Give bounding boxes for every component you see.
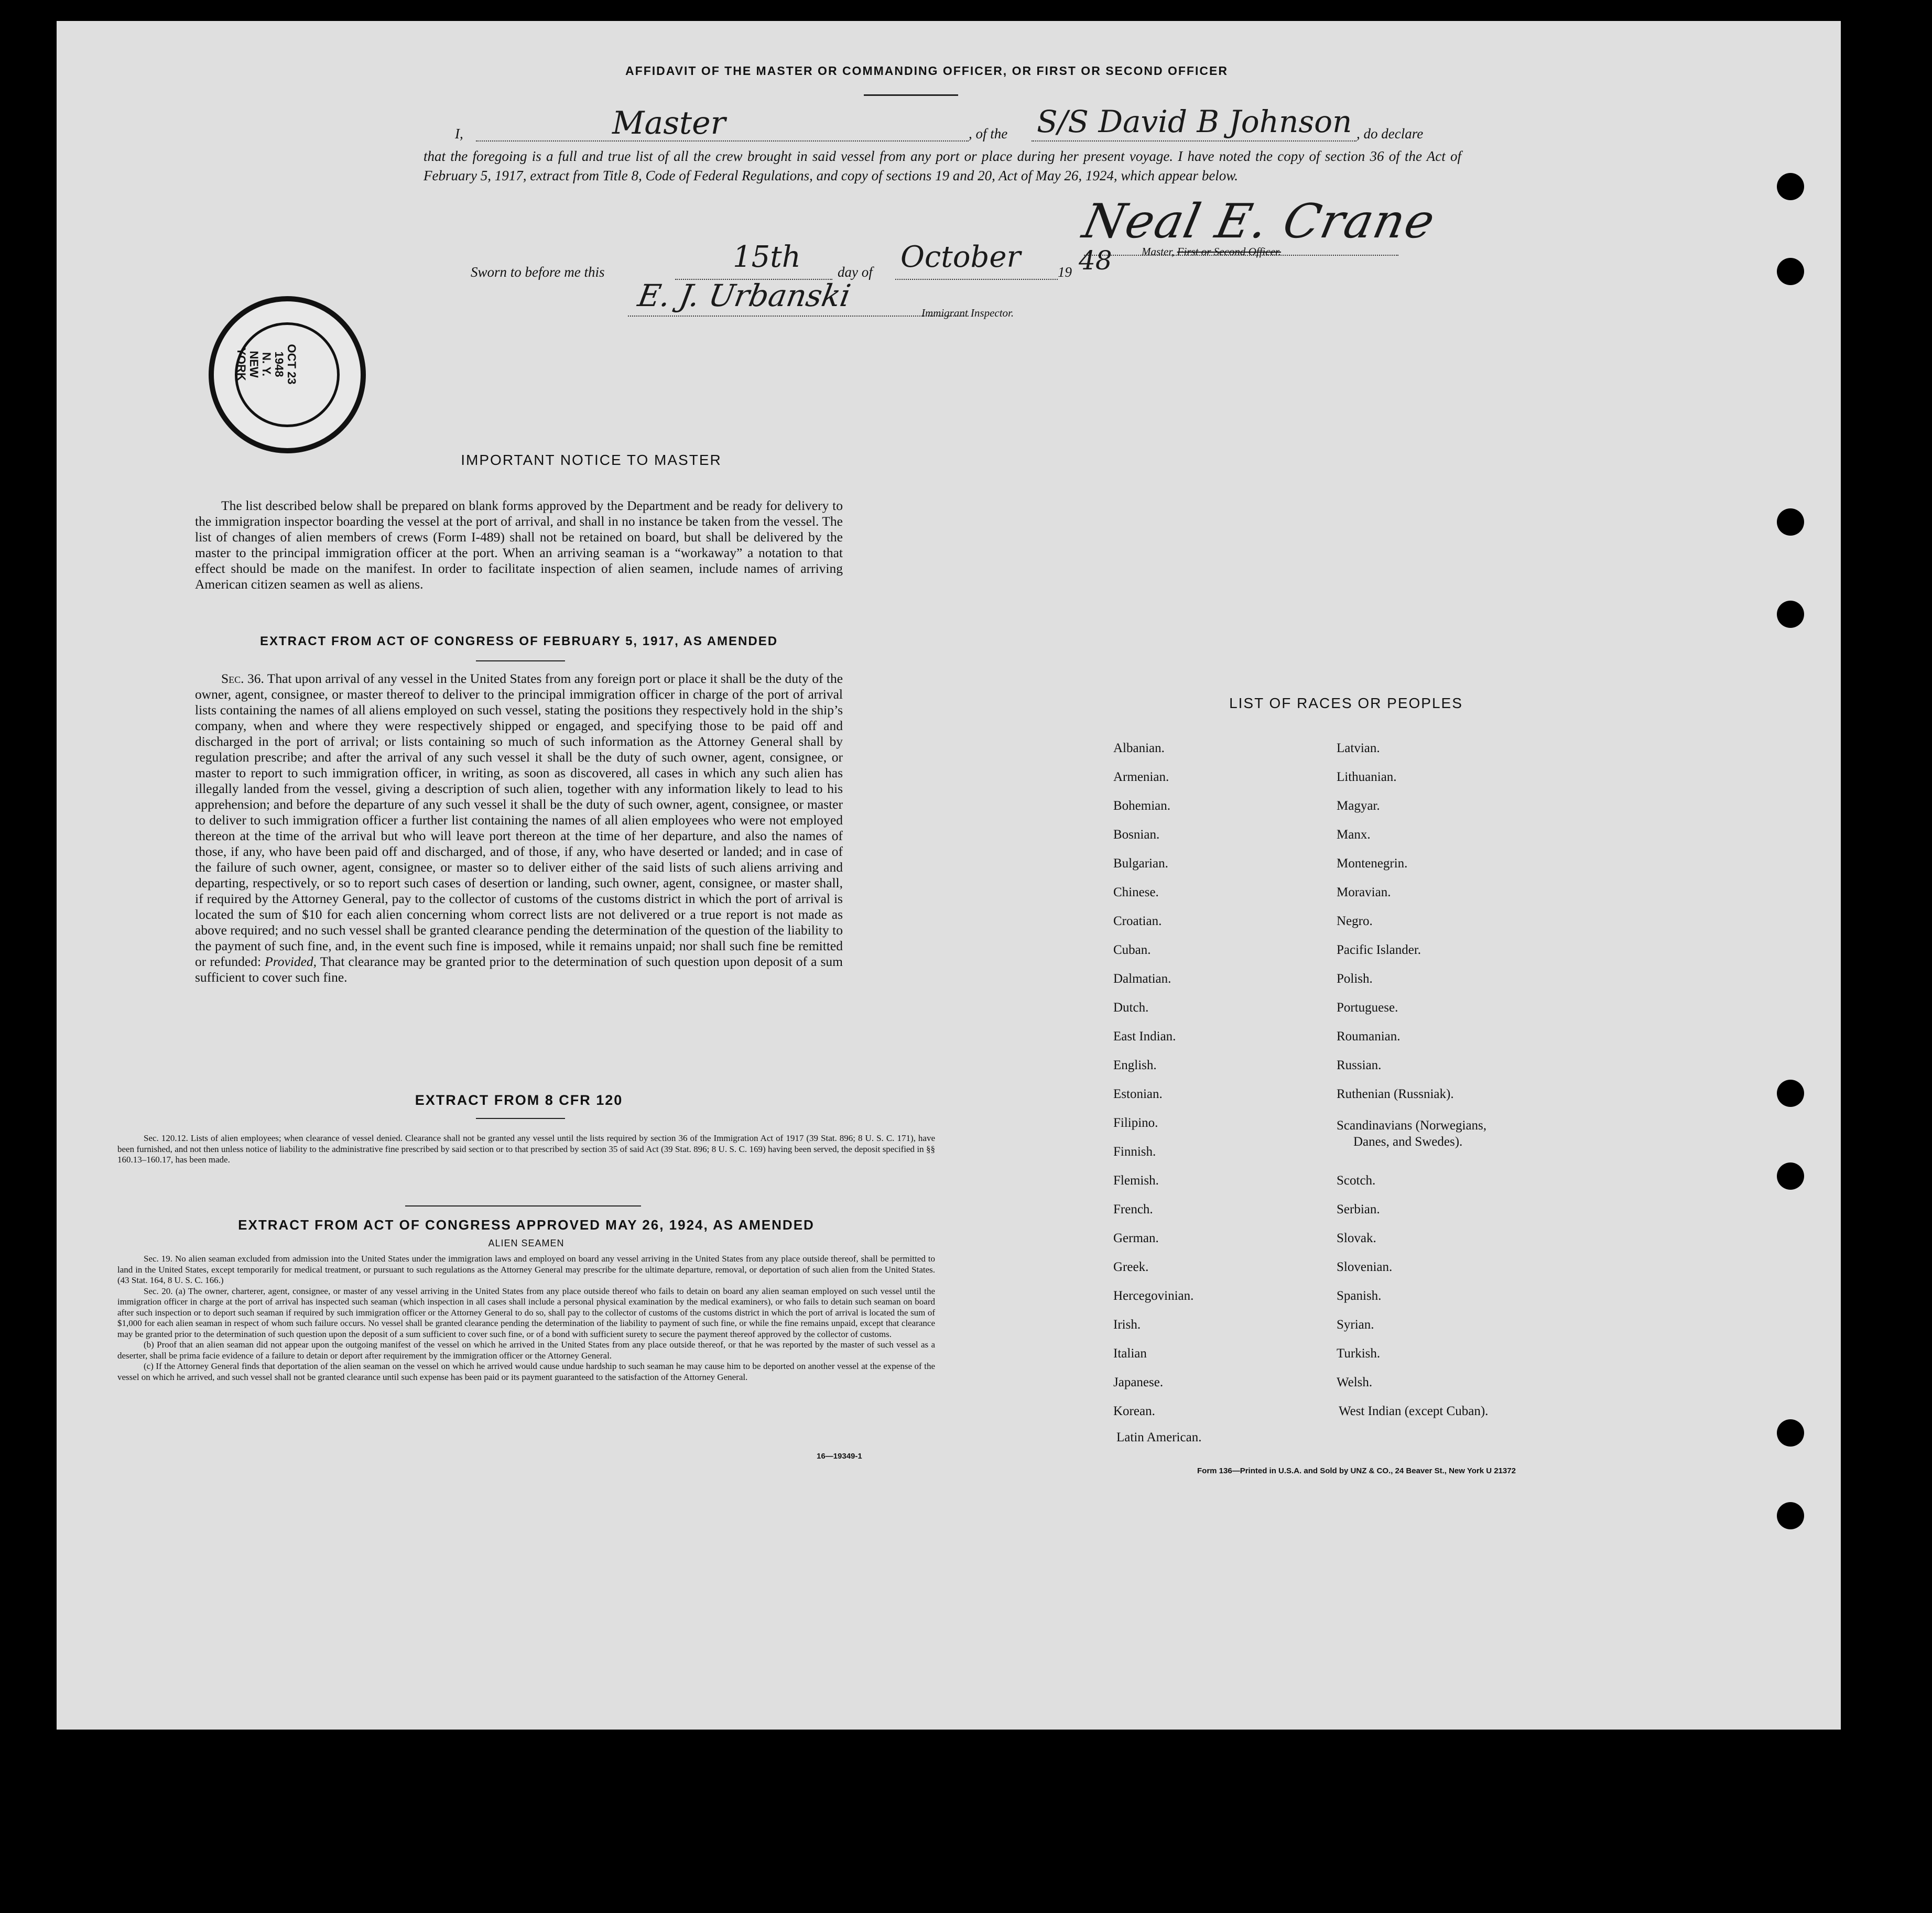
race-item: Filipino. xyxy=(1113,1116,1158,1130)
vessel-handwritten: S/S David B Johnson xyxy=(1037,104,1352,139)
provided-text: That clearance may be granted prior to the determination of such question upon deposit of a sum sufficient to cover such fine. xyxy=(195,954,843,985)
extract-1924-heading: EXTRACT FROM ACT OF CONGRESS APPROVED MAY 26, 1924, AS AMENDED xyxy=(238,1217,815,1233)
race-item: French. xyxy=(1113,1202,1153,1216)
race-item: Roumanian. xyxy=(1337,1029,1401,1044)
cfr-heading: EXTRACT FROM 8 CFR 120 xyxy=(415,1092,623,1108)
race-item: German. xyxy=(1113,1231,1159,1245)
affidavit-page xyxy=(57,21,1841,1730)
race-item: Latin American. xyxy=(1116,1430,1202,1444)
race-item: Scandinavians (Norwegians, xyxy=(1337,1118,1487,1133)
rank-handwritten: Master xyxy=(612,105,726,142)
race-item: Syrian. xyxy=(1337,1318,1374,1332)
race-item: Scotch. xyxy=(1337,1173,1376,1188)
race-item: Bohemian. xyxy=(1113,799,1171,813)
race-item: Irish. xyxy=(1113,1318,1141,1332)
race-item: Dutch. xyxy=(1113,1001,1149,1015)
race-item: Montenegrin. xyxy=(1337,856,1408,871)
race-item: Finnish. xyxy=(1113,1145,1156,1159)
race-item: West Indian (except Cuban). xyxy=(1339,1404,1489,1418)
race-item: Dalmatian. xyxy=(1113,972,1171,986)
race-item: Bulgarian. xyxy=(1113,856,1168,871)
punch-hole xyxy=(1777,258,1804,285)
sec-36-text: That upon arrival of any vessel in the United States from any foreign port or place it shall be the duty of the owner, agent, consignee, or master thereof to deliver to the principal immigration officer in charge of the port of arrival lists containing the names of all aliens employed on such vessel, stating the positions they respectively hold in the ship’s company, when and where they were respectively shipped or engaged, and specifying those to be paid off and discharged in the port of arrival; or lists containing so much of such information as the Attorney General shall by regulation prescribe; and after the arrival of any such vessel it shall be the duty of such owner, agent, consignee, or master to report to such immigration officer, in writing, as soon as discovered, all cases in which any such alien has illegally landed from the vessel, giving a description of such alien, together with any information likely to lead to his apprehension; and before the departure of any such vessel it shall be the duty of such owner, agent, consignee, or master to deliver to such immigration officer a further list containing the names of all alien employees who were not employed thereon at the time of the arrival but who will leave port thereon at the time of her departure, and also the names of those, if any, who have been paid off and discharged, and of those, if any, who have deserted or landed; and in case of the failure of such owner, agent, consignee, or master so to deliver either of the said lists of such aliens arriving and departing, respectively, or so to report such cases of desertion or landing, such owner, agent, consignee, or master shall, if required by the Attorney General, pay to the collector of customs of the customs district in which the port of arrival is located the sum of $10 for each alien concerning whom correct lists are not delivered or a true report is not made as above required; and no such vessel shall be granted clearance pending the determination of the question of the liability to the payment of such fine, and, in the event such fine is imposed, while it remains unpaid; nor shall such fine be remitted or refunded: xyxy=(195,671,843,969)
race-item: Flemish. xyxy=(1113,1173,1159,1188)
cfr-end-rule xyxy=(405,1205,641,1207)
caption-master: Master, xyxy=(1142,245,1175,258)
race-item: Portuguese. xyxy=(1337,1001,1398,1015)
stamp-line: N. Y. xyxy=(260,352,273,377)
printer-footer: Form 136—Printed in U.S.A. and Sold by UNZ & CO., 24 Beaver St., New York U 21372 xyxy=(1197,1466,1516,1475)
race-item: Korean. xyxy=(1113,1404,1155,1418)
stamp-text xyxy=(235,335,298,393)
form-number: 16—19349-1 xyxy=(817,1452,862,1461)
month-line xyxy=(895,279,1058,280)
cfr-body: Sec. 120.12. Lists of alien employees; when clearance of vessel denied. Clearance shall not be granted any vessel until the lists required by section 36 of the Immigration Act of 1917 (39 Stat. 896; 8 U. S. C. 171), have been furnished, and not then unless notice of liability to the administrative fine prescribed by said section or to that prescribed by section 35 of said Act (39 Stat. 896; 8 U. S. C. 169) having been served, the deposit specified in §§ 160.13–160.17, has been made. xyxy=(117,1133,935,1165)
alien-seamen-subheading: ALIEN SEAMEN xyxy=(488,1238,565,1248)
races-heading: LIST OF RACES OR PEOPLES xyxy=(1229,695,1463,711)
race-item: Armenian. xyxy=(1113,770,1169,784)
race-item: Serbian. xyxy=(1337,1202,1380,1216)
race-item: Turkish. xyxy=(1337,1346,1381,1361)
inspector-line xyxy=(628,316,969,317)
race-item: Bosnian. xyxy=(1113,828,1160,842)
race-item: Slovak. xyxy=(1337,1231,1376,1245)
race-item: Greek. xyxy=(1113,1260,1149,1274)
sworn-day-handwritten: 15th xyxy=(733,240,801,274)
affidavit-body: that the foregoing is a full and true list of all the crew brought in said vessel from any port or place during her present voyage. I have noted the copy of section 36 of the Act of February 5, 1917, extract from Title 8, Code of Federal Regulations, and copy of sections 19 and 20, Act of May 26, 1924, which appear below. xyxy=(424,148,1461,183)
sec-20c: (c) If the Attorney General finds that deportation of the alien seaman on the vessel on which he arrived would cause undue hardship to such seaman he may cause him to be deported on another vessel at the expense of the vessel on which he arrived, and such vessel shall not be granted clearance until such expense has been paid or its payment guaranteed to the satisfaction of the Attorney General. xyxy=(117,1361,935,1382)
race-item: Magyar. xyxy=(1337,799,1380,813)
extract-1917-rule xyxy=(476,660,565,661)
sec-36-label: Sec. 36. xyxy=(221,671,264,686)
sec-19: Sec. 19. No alien seaman excluded from admission into the United States under the immigration laws and employed on board any vessel arriving in the United States from any place outside thereof, shall be permitted to land in the United States, except temporarily for medical treatment, or pursuant to such regulations as the Attorney General may prescribe for the ultimate departure, removal, or deportation of such alien from the United States. (43 Stat. 164, 8 U. S. C. 166.) xyxy=(117,1254,935,1285)
punch-hole xyxy=(1777,1080,1804,1107)
extract-1917-body xyxy=(195,671,843,985)
stamp-line: OCT 23 1948 xyxy=(273,344,298,385)
day-of-label: day of xyxy=(838,264,873,280)
punch-hole xyxy=(1777,1419,1804,1447)
race-item: Moravian. xyxy=(1337,885,1391,899)
punch-hole xyxy=(1777,508,1804,536)
race-item: Italian xyxy=(1113,1346,1147,1361)
punch-hole xyxy=(1777,601,1804,628)
race-item: Ruthenian (Russniak). xyxy=(1337,1087,1454,1101)
caption-struck: First or Second Officer. xyxy=(1177,245,1281,258)
punch-hole xyxy=(1777,1502,1804,1529)
sworn-month-handwritten: October xyxy=(900,240,1021,274)
notice-heading: IMPORTANT NOTICE TO MASTER xyxy=(461,452,722,468)
race-item: Manx. xyxy=(1337,828,1371,842)
race-item: Negro. xyxy=(1337,914,1373,928)
do-declare-label: , do declare xyxy=(1356,126,1424,142)
page-title: AFFIDAVIT OF THE MASTER OR COMMANDING OFFICER, OR FIRST OR SECOND OFFICER xyxy=(625,64,1228,78)
inspection-stamp xyxy=(209,296,366,453)
extract-1917-heading: EXTRACT FROM ACT OF CONGRESS OF FEBRUARY 5, 1917, AS AMENDED xyxy=(259,634,778,648)
extract-1924-body xyxy=(117,1254,935,1383)
race-item: Japanese. xyxy=(1113,1375,1164,1389)
affidavit-i-label: I, xyxy=(455,126,463,142)
race-item: Estonian. xyxy=(1113,1087,1163,1101)
punch-hole xyxy=(1777,1162,1804,1190)
race-item: Croatian. xyxy=(1113,914,1162,928)
title-rule xyxy=(864,94,958,96)
year-prefix: 19 xyxy=(1058,264,1072,280)
year-handwritten: 48 xyxy=(1079,245,1112,276)
race-item: Pacific Islander. xyxy=(1337,943,1421,957)
punch-hole xyxy=(1777,173,1804,200)
race-item: East Indian. xyxy=(1113,1029,1176,1044)
race-item: Welsh. xyxy=(1337,1375,1373,1389)
race-item: Slovenian. xyxy=(1337,1260,1393,1274)
notice-body: The list described below shall be prepared on blank forms approved by the Department and be ready for delivery to the immigration inspector boarding the vessel at the port of arrival, and shall in no instance be taken from the vessel. The list of changes of alien members of crews (Form I-489) shall not be retained on board, but shall be delivered by the master to the principal immigration officer at the port. When an arriving seaman is a “workaway” a notation to that effect should be made on the manifest. In order to facilitate inspection of alien seamen, include names of arriving American citizen seamen as well as aliens. xyxy=(195,498,843,592)
master-signature: Neal E. Crane xyxy=(1078,194,1440,249)
provided-label: Provided, xyxy=(265,954,317,969)
race-item: Danes, and Swedes). xyxy=(1353,1135,1463,1149)
race-item: Albanian. xyxy=(1113,741,1165,755)
race-item: English. xyxy=(1113,1058,1157,1072)
race-item: Russian. xyxy=(1337,1058,1382,1072)
race-item: Cuban. xyxy=(1113,943,1151,957)
race-item: Latvian. xyxy=(1337,741,1380,755)
vessel-line xyxy=(1032,140,1356,142)
sec-20a: Sec. 20. (a) The owner, charterer, agent, consignee, or master of any vessel arriving in the United States from any place outside thereof who fails to detain on board any alien seaman employed on such vessel until the immigration officer in charge at the port of arrival has inspected such seaman (which inspection in all cases shall include a personal physical examination by the medical examiners), or who fails to detain such seaman on board after such inspection or to deport such seaman if required by such immigration officer or the Attorney General to do so, shall pay to the collector of customs of the customs district in which the port of arrival is located the sum of $1,000 for each alien seaman in respect of whom such failure occurs. No vessel shall be granted clearance pending the determination of the liability to payment of such fine, or while the fine remains unpaid, except that clearance may be granted prior to the determination of such question upon the deposit of a sum sufficient to cover such fine, or of a bond with sufficient surety to secure the payment thereof approved by the collector of customs. xyxy=(117,1286,935,1339)
sec-20b: (b) Proof that an alien seaman did not appear upon the outgoing manifest of the vessel on which he arrived in the United States from any place outside thereof, or that he was reported by the master of such vessel as a deserter, shall be prima facie evidence of a failure to detain or deport after requirement by the immigration officer or the Attorney General. xyxy=(117,1340,935,1361)
race-item: Polish. xyxy=(1337,972,1373,986)
signature-caption xyxy=(1142,245,1281,258)
race-item: Spanish. xyxy=(1337,1289,1382,1303)
race-item: Lithuanian. xyxy=(1337,770,1397,784)
stamp-line: NEW YORK xyxy=(235,347,261,381)
inspector-signature: E. J. Urbanski xyxy=(635,278,853,313)
of-the-label: , of the xyxy=(969,126,1008,142)
sworn-label: Sworn to before me this xyxy=(471,264,605,280)
race-item: Hercegovinian. xyxy=(1113,1289,1194,1303)
race-item: Chinese. xyxy=(1113,885,1159,899)
cfr-rule xyxy=(476,1118,565,1119)
inspector-caption: Immigrant Inspector. xyxy=(921,307,1014,319)
